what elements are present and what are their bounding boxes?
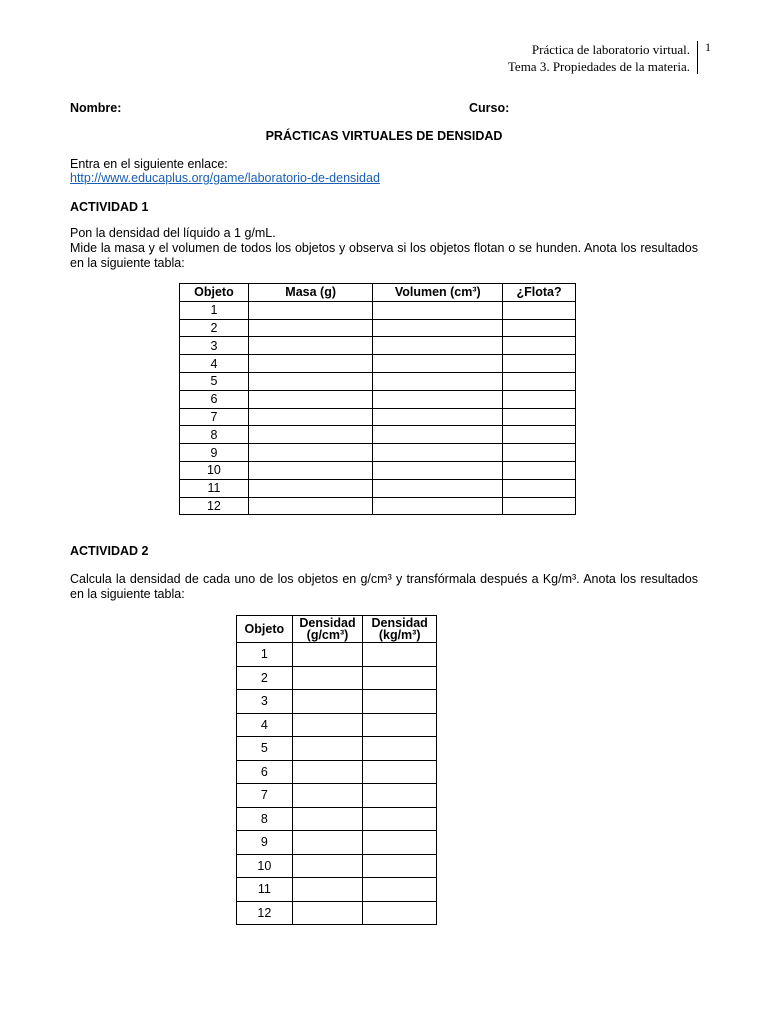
floats-entry-cell[interactable] [503, 337, 576, 355]
volume-entry-cell[interactable] [373, 372, 503, 390]
volume-entry-cell[interactable] [373, 461, 503, 479]
density-gcm3-entry-cell[interactable] [292, 737, 363, 761]
density-kgm3-entry-cell[interactable] [363, 737, 437, 761]
volume-entry-cell[interactable] [373, 479, 503, 497]
table-row [237, 831, 437, 855]
header-line-1: Práctica de laboratorio virtual. [531, 42, 690, 57]
object-number-cell: 1 [180, 301, 249, 319]
course-label: Curso: [469, 101, 510, 115]
col-header-flota: ¿Flota? [503, 284, 576, 302]
mass-entry-cell[interactable] [248, 337, 373, 355]
object-number-cell: 8 [180, 426, 249, 444]
floats-entry-cell[interactable] [503, 372, 576, 390]
floats-entry-cell[interactable] [503, 461, 576, 479]
mass-entry-cell[interactable] [248, 301, 373, 319]
activity2-instruction: Calcula la densidad de cada uno de los objetos en g/cm³ y transfórmala después a Kg/m³. Anota los resultados en la siguiente tabla: [70, 572, 698, 601]
table-row [237, 690, 437, 714]
activity1-instruction-1: Pon la densidad del líquido a 1 g/mL. [70, 226, 276, 240]
object-number-cell: 5 [237, 737, 293, 761]
table-row [237, 807, 437, 831]
object-number-cell: 4 [180, 355, 249, 373]
table-row [180, 301, 576, 319]
object-number-cell: 7 [237, 784, 293, 808]
col-header-label: Densidad [299, 616, 356, 630]
mass-entry-cell[interactable] [248, 355, 373, 373]
floats-entry-cell[interactable] [503, 426, 576, 444]
object-number-cell: 5 [180, 372, 249, 390]
mass-entry-cell[interactable] [248, 426, 373, 444]
density-kgm3-entry-cell[interactable] [363, 784, 437, 808]
col-header-densidad-kgm3 [363, 616, 437, 643]
volume-entry-cell[interactable] [373, 337, 503, 355]
density-gcm3-entry-cell[interactable] [292, 807, 363, 831]
mass-entry-cell[interactable] [248, 497, 373, 515]
header-line-2: Tema 3. Propiedades de la materia. [507, 59, 690, 74]
table-row [180, 319, 576, 337]
object-number-cell: 10 [237, 854, 293, 878]
density-gcm3-entry-cell[interactable] [292, 878, 363, 902]
object-number-cell: 9 [237, 831, 293, 855]
mass-entry-cell[interactable] [248, 444, 373, 462]
volume-entry-cell[interactable] [373, 301, 503, 319]
col-header-label: Densidad [371, 616, 428, 630]
col-header-masa: Masa (g) [248, 284, 373, 302]
volume-entry-cell[interactable] [373, 319, 503, 337]
activity1-heading: ACTIVIDAD 1 [70, 200, 149, 214]
document-header [508, 41, 690, 75]
floats-entry-cell[interactable] [503, 444, 576, 462]
table-row [180, 408, 576, 426]
object-number-cell: 8 [237, 807, 293, 831]
table-row [237, 901, 437, 925]
table-row [180, 337, 576, 355]
mass-entry-cell[interactable] [248, 461, 373, 479]
page-title: PRÁCTICAS VIRTUALES DE DENSIDAD [265, 129, 503, 143]
table-row [180, 390, 576, 408]
density-gcm3-entry-cell[interactable] [292, 854, 363, 878]
page-number: 1 [705, 40, 711, 54]
density-gcm3-entry-cell[interactable] [292, 901, 363, 925]
object-number-cell: 9 [180, 444, 249, 462]
floats-entry-cell[interactable] [503, 497, 576, 515]
object-number-cell: 7 [180, 408, 249, 426]
density-kgm3-entry-cell[interactable] [363, 854, 437, 878]
table-row [237, 760, 437, 784]
density-kgm3-entry-cell[interactable] [363, 878, 437, 902]
mass-entry-cell[interactable] [248, 372, 373, 390]
density-gcm3-entry-cell[interactable] [292, 690, 363, 714]
table-row [180, 497, 576, 515]
object-number-cell: 12 [180, 497, 249, 515]
table-row [237, 854, 437, 878]
table-row [180, 461, 576, 479]
table-row [237, 713, 437, 737]
col-header-unit: (g/cm³) [306, 628, 349, 642]
floats-entry-cell[interactable] [503, 408, 576, 426]
table-row [237, 878, 437, 902]
activity1-table [179, 283, 576, 515]
object-number-cell: 4 [237, 713, 293, 737]
volume-entry-cell[interactable] [373, 355, 503, 373]
activity2-heading: ACTIVIDAD 2 [70, 544, 149, 558]
density-gcm3-entry-cell[interactable] [292, 643, 363, 667]
floats-entry-cell[interactable] [503, 319, 576, 337]
activity1-instruction-2: Mide la masa y el volumen de todos los objetos y observa si los objetos flotan o se hunden. Anota los resultados en la siguiente tabla: [70, 241, 698, 270]
object-number-cell: 11 [180, 479, 249, 497]
volume-entry-cell[interactable] [373, 497, 503, 515]
density-kgm3-entry-cell[interactable] [363, 690, 437, 714]
name-label: Nombre: [70, 101, 122, 115]
volume-entry-cell[interactable] [373, 408, 503, 426]
object-number-cell: 10 [180, 461, 249, 479]
table-header-row [180, 284, 576, 302]
object-number-cell: 2 [180, 319, 249, 337]
table-row [180, 355, 576, 373]
density-kgm3-entry-cell[interactable] [363, 666, 437, 690]
table-row [180, 444, 576, 462]
density-gcm3-entry-cell[interactable] [292, 760, 363, 784]
floats-entry-cell[interactable] [503, 479, 576, 497]
mass-entry-cell[interactable] [248, 408, 373, 426]
object-number-cell: 6 [237, 760, 293, 784]
table-row [237, 737, 437, 761]
density-gcm3-entry-cell[interactable] [292, 713, 363, 737]
floats-entry-cell[interactable] [503, 390, 576, 408]
lab-link[interactable]: http://www.educaplus.org/game/laboratorio-de-densidad [70, 171, 380, 185]
object-number-cell: 3 [237, 690, 293, 714]
mass-entry-cell[interactable] [248, 390, 373, 408]
density-kgm3-entry-cell[interactable] [363, 901, 437, 925]
col-header-objeto [237, 616, 293, 643]
floats-entry-cell[interactable] [503, 301, 576, 319]
object-number-cell: 2 [237, 666, 293, 690]
table-row [237, 666, 437, 690]
volume-entry-cell[interactable] [373, 390, 503, 408]
col-header-unit: (kg/m³) [378, 628, 421, 642]
mass-entry-cell[interactable] [248, 479, 373, 497]
table-row [237, 784, 437, 808]
table-row [237, 643, 437, 667]
header-divider [697, 41, 698, 74]
density-kgm3-entry-cell[interactable] [363, 760, 437, 784]
density-kgm3-entry-cell[interactable] [363, 713, 437, 737]
activity2-table [236, 615, 437, 925]
table-header-row [237, 616, 437, 643]
volume-entry-cell[interactable] [373, 444, 503, 462]
density-gcm3-entry-cell[interactable] [292, 666, 363, 690]
density-kgm3-entry-cell[interactable] [363, 643, 437, 667]
object-number-cell: 6 [180, 390, 249, 408]
object-number-cell: 12 [237, 901, 293, 925]
volume-entry-cell[interactable] [373, 426, 503, 444]
col-header-objeto: Objeto [180, 284, 249, 302]
density-gcm3-entry-cell[interactable] [292, 831, 363, 855]
intro-text: Entra en el siguiente enlace: [70, 157, 228, 171]
table-row [180, 372, 576, 390]
object-number-cell: 3 [180, 337, 249, 355]
table-row [180, 479, 576, 497]
density-kgm3-entry-cell[interactable] [363, 807, 437, 831]
mass-entry-cell[interactable] [248, 319, 373, 337]
density-gcm3-entry-cell[interactable] [292, 784, 363, 808]
table-row [180, 426, 576, 444]
object-number-cell: 1 [237, 643, 293, 667]
col-header-densidad-gcm3 [292, 616, 363, 643]
col-header-objeto-label: Objeto [244, 622, 285, 636]
density-kgm3-entry-cell[interactable] [363, 831, 437, 855]
floats-entry-cell[interactable] [503, 355, 576, 373]
col-header-volumen: Volumen (cm³) [373, 284, 503, 302]
object-number-cell: 11 [237, 878, 293, 902]
